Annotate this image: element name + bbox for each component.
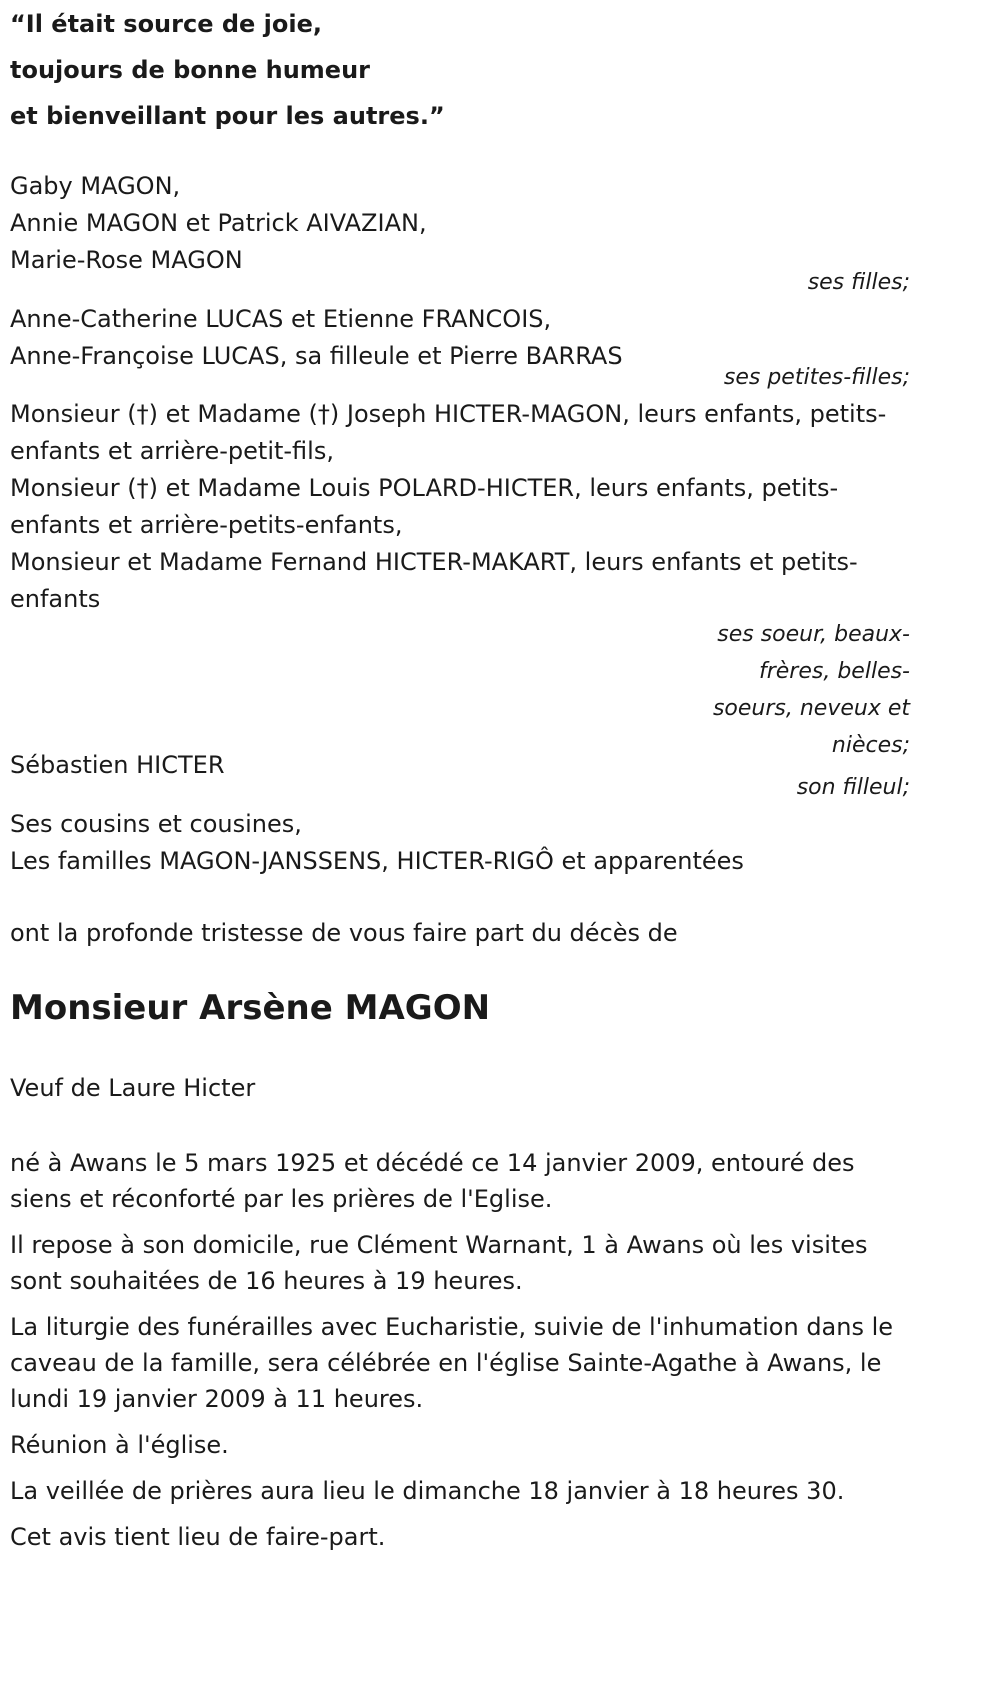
siblings-group: [10, 396, 910, 764]
family-name-line: Ses cousins et cousines,: [10, 810, 302, 838]
family-name-line: Anne-Catherine LUCAS et Etienne FRANCOIS,: [10, 305, 552, 333]
granddaughters-group: [10, 301, 910, 396]
family-name-line: Sébastien HICTER: [10, 751, 225, 779]
family-name-line: Marie-Rose MAGON: [10, 246, 243, 274]
quote-line-1: “Il était source de joie,: [10, 10, 322, 38]
meeting-paragraph: Réunion à l'église.: [10, 1431, 229, 1459]
others-group: [10, 806, 910, 880]
relation-label: ses filles;: [807, 270, 910, 295]
details-block: [10, 1145, 910, 1555]
family-name-line: Gaby MAGON,: [10, 172, 181, 200]
family-name-line: Les familles MAGON-JANSSENS, HICTER-RIGÔ et apparentées: [10, 847, 744, 875]
family-name-line: Annie MAGON et Patrick AIVAZIAN,: [10, 209, 427, 237]
relation-label: son filleul;: [796, 775, 910, 800]
quote-line-3: et bienveillant pour les autres.”: [10, 102, 445, 130]
family-name-line: Monsieur (†) et Madame Louis POLARD-HICTER, leurs enfants, petits-enfants et arrière-petits-enfants,: [10, 474, 839, 539]
vigil-paragraph: La veillée de prières aura lieu le dimanche 18 janvier à 18 heures 30.: [10, 1477, 845, 1505]
announcement-text: ont la profonde tristesse de vous faire part du décès de: [10, 919, 678, 947]
family-name-line: Monsieur (†) et Madame (†) Joseph HICTER-MAGON, leurs enfants, petits-enfants et arrière-petit-fils,: [10, 400, 887, 465]
family-name-line: Monsieur et Madame Fernand HICTER-MAKART, leurs enfants et petits-enfants: [10, 548, 858, 613]
deceased-name: Monsieur Arsène MAGON: [10, 988, 491, 1028]
notice-paragraph: Cet avis tient lieu de faire-part.: [10, 1523, 386, 1551]
liturgy-paragraph: La liturgie des funérailles avec Eucharistie, suivie de l'inhumation dans le caveau de la famille, sera célébrée en l'église Sainte-Agathe à Awans, le lundi 19 janvier 2009 à 11 heures.: [10, 1313, 894, 1413]
quote-line-2: toujours de bonne humeur: [10, 56, 370, 84]
quote-block: [10, 0, 445, 139]
relation-label: ses soeur, beaux-frères, belles-soeurs, neveux et nièces;: [712, 622, 910, 758]
family-name-line: Anne-Françoise LUCAS, sa filleule et Pierre BARRAS: [10, 342, 623, 370]
widower-of: Veuf de Laure Hicter: [10, 1074, 256, 1102]
birth-death-paragraph: né à Awans le 5 mars 1925 et décédé ce 14 janvier 2009, entouré des siens et réconforté par les prières de l'Eglise.: [10, 1149, 855, 1213]
relation-label: ses petites-filles;: [723, 365, 910, 390]
daughters-group: [10, 168, 910, 301]
godson-group: [10, 747, 910, 806]
resting-paragraph: Il repose à son domicile, rue Clément Warnant, 1 à Awans où les visites sont souhaitées de 16 heures à 19 heures.: [10, 1231, 868, 1295]
